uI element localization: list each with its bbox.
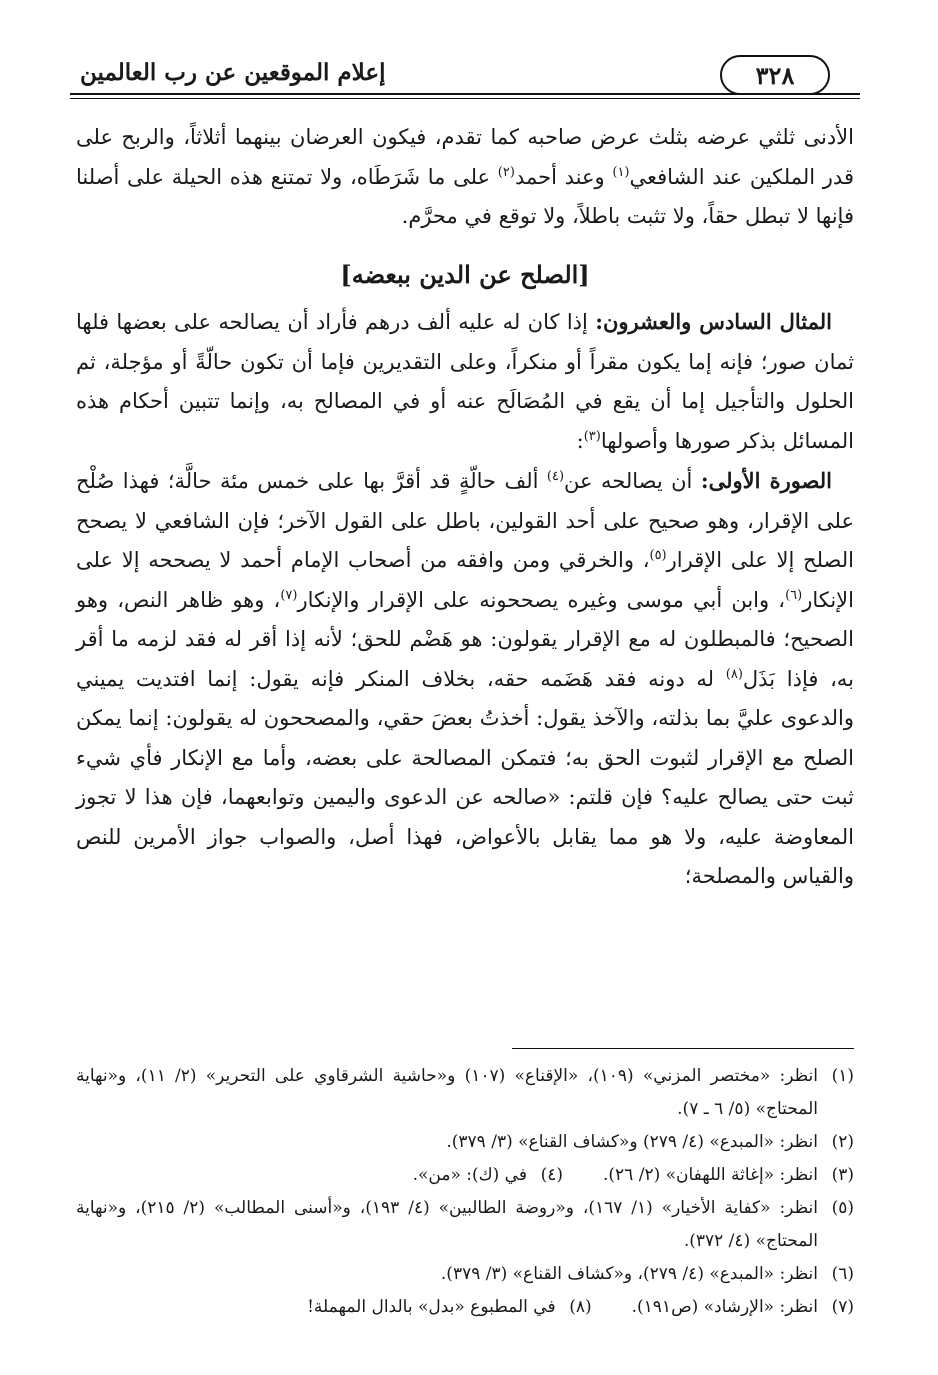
footnote-separator: [512, 1048, 854, 1049]
running-header: [70, 55, 860, 105]
footnote-ref-2: (٢): [497, 164, 515, 180]
footnote-ref-8: (٨): [725, 666, 743, 682]
paragraph-1: الأدنى ثلثي عرضه بثلث عرض صاحبه كما تقدم، فيكون العرضان بينهما أثلاثاً، والربح على قدر الملكين عند الشافعي$^{(١)}$ وعند أحمد$^{(٢)}$ على ما شَرَطَاه، ولا تمتنع هذه الحيلة على أصلنا فإنها لا تبطل حقاً، ولا تثبت باطلاً، ولا توقع في محرَّم.: [76, 125, 854, 228]
header-rule: [70, 93, 860, 95]
header-rule-thin: [70, 98, 860, 99]
case-label: الصورة الأولى:: [700, 468, 832, 493]
footnote-pair: [76, 1159, 854, 1192]
footnote: (٨) في المطبوع «بدل» بالدال المهملة!: [307, 1297, 592, 1317]
footnote: (٥) انظر: «كفاية الأخيار» (١/ ١٦٧)، و«روضة الطالبين» (٤/ ١٩٣)، و«أسنى المطالب» (٢/ ٢١٥)، و«نهاية المحتاج» (٤/ ٣٧٢).: [76, 1198, 854, 1251]
footnote-ref-3: (٣): [583, 428, 601, 444]
example-label: المثال السادس والعشرون:: [595, 309, 832, 334]
footnote-ref-1: (١): [612, 164, 630, 180]
book-title: إعلام الموقعين عن رب العالمين: [80, 59, 386, 86]
page-number: ٣٢٨: [755, 60, 795, 90]
footnote: (٦) انظر: «المبدع» (٤/ ٢٧٩)، و«كشاف القناع» (٣/ ٣٧٩).: [440, 1264, 854, 1284]
footnote: (٧) انظر: «الإرشاد» (ص١٩١).: [631, 1297, 854, 1317]
footnote-ref-6: (٦): [785, 587, 803, 603]
footnote: (٣) انظر: «إغاثة اللهفان» (٢/ ٢٦).: [602, 1165, 854, 1185]
footnotes: [76, 1060, 854, 1324]
footnote-ref-5: (٥): [649, 548, 667, 563]
paragraph-2: المثال السادس والعشرون: إذا كان له عليه ألف درهم فأراد أن يصالحه على بعضها فلها ثمان صور؛ فإنه إما يكون مقراً أو منكراً، وعلى التقديرين فإما أن تكون حالّةً أو مؤجلة، ثم الحلول والتأجيل إما أن يقع في المُصَالَح عنه أو في المصالح به، وإنما تتبين أحكام هذه المسائل بذكر صورها وأصولها$^{(٣)}$:: [76, 309, 854, 453]
footnote: (٢) انظر: «المبدع» (٤/ ٢٧٩) و«كشاف القناع» (٣/ ٣٧٩).: [446, 1132, 854, 1152]
main-text: [76, 118, 854, 897]
page-number-badge: [720, 55, 830, 95]
footnote-ref-7: (٧): [280, 587, 298, 603]
footnote-pair: [76, 1291, 854, 1324]
footnote-ref-4: (٤): [546, 469, 565, 484]
footnote: (١) انظر: «مختصر المزني» (١٠٩)، «الإقناع» (١٠٧) و«حاشية الشرقاوي على التحرير» (٢/ ١١)، و«نهاية المحتاج» (٥/ ٦ ـ ٧).: [76, 1066, 854, 1119]
paragraph-3: الصورة الأولى: أن يصالحه عن$^{(٤)}$ ألف حالّةٍ قد أقرَّ بها على خمس مئة حالَّة؛ فهذا صُلْح على الإقرار، وهو صحيح على أحد القولين، باطل على القول الآخر؛ فإن الشافعي لا يصحح الصلح إلا على الإقرار$^{(٥)}$، والخرقي ومن وافقه من أصحاب الإمام أحمد لا يصححه إلا على الإنكار$^{(٦)}$، وابن أبي موسى وغيره يصححونه على الإقرار والإنكار$^{(٧)}$، وهو ظاهر النص، وهو الصحيح؛ فالمبطلون له مع الإقرار يقولون: هو هَضْم للحق؛ لأنه إذا أقر له فقد لزمه ما أقر به، فإذا بَذَل$^{(٨)}$ له دونه فقد هَضَمه حقه، بخلاف المنكر فإنه يقول: إنما افتديت يميني والدعوى عليَّ بما بذلته، والآخذ يقول: أخذتُ بعضَ حقي، والمصححون له يقولون: إنما يمكن الصلح مع الإقرار لثبوت الحق به؛ فتمكن المصالحة على بعضه، وأما مع الإنكار فأي شيء ثبت حتى يصالح عليه؟ فإن قلتم: «صالحه عن الدعوى واليمين وتوابعهما، فإن هذا لا تجوز المعاوضة عليه، ولا هو مما يقابل بالأعواض، فهذا أصل، والصواب جواز الأمرين للنص والقياس والمصلحة؛: [76, 468, 854, 888]
section-heading: [الصلح عن الدين ببعضه]: [340, 259, 590, 289]
footnote: (٤) في (ك): «من».: [412, 1165, 563, 1185]
